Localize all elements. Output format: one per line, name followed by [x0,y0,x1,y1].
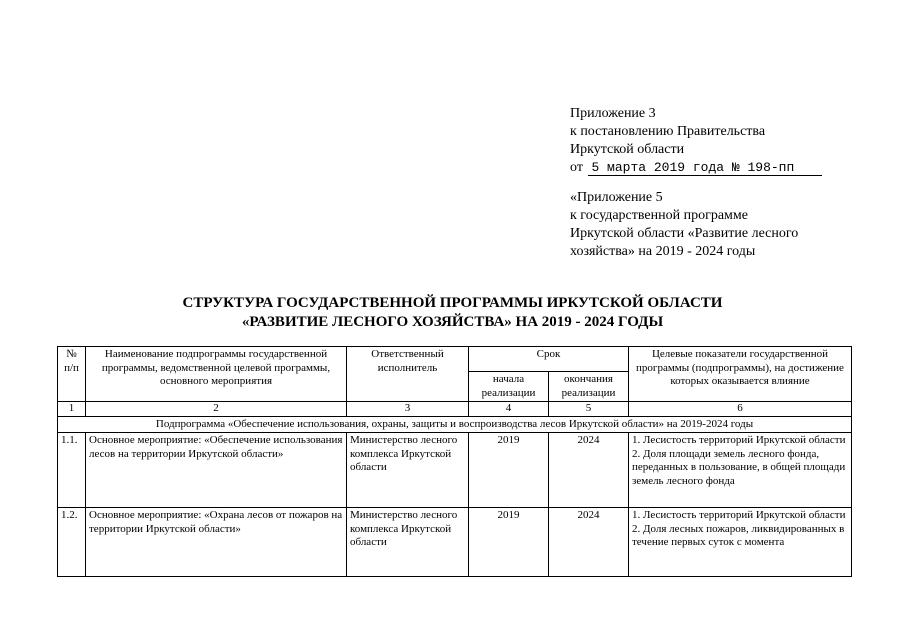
appendix-5-title: «Приложение 5 [570,190,663,205]
appendix-5-years-line: хозяйства» на 2019 - 2024 годы [570,244,756,259]
header-executor: Ответственный исполнитель [347,347,469,402]
appendix-3-word: постановлению [580,124,674,139]
column-number: 4 [469,402,549,417]
column-number: 6 [629,402,852,417]
row-name: Основное мероприятие: «Охрана лесов от пожаров на территории Иркутской области» [86,508,347,577]
table-row [58,433,852,508]
column-numbers-row [58,402,852,417]
header-num: № п/п [58,347,86,402]
decree-date: 5 марта 2019 года № 198-пп [588,160,822,176]
row-end: 2024 [549,433,629,508]
document-title-line1: СТРУКТУРА ГОСУДАРСТВЕННОЙ ПРОГРАММЫ ИРКУТСКОЙ ОБЛАСТИ [182,295,723,311]
row-indicators [629,433,852,508]
appendix-5-program-line: к государственной программе [570,208,748,223]
header-end: окончания реализации [549,372,629,402]
header-start: начала реализации [469,372,549,402]
subprogram-title: Подпрограмма «Обеспечение использования, охраны, защиты и воспроизводства лесов Иркутской области» на 2019-2024 годы [58,416,852,433]
appendix-5-word: Иркутской [570,226,634,241]
indicator-item: 2. Доля площади земель лесного фонда, переданных в пользование, в общей площади земель лесного фонда [632,447,846,487]
table-row [58,508,852,577]
indicator-item: 1. Лесистость территорий Иркутской области [632,434,846,446]
header-term: Срок [469,347,629,372]
appendix-5-block [570,189,852,261]
indicator-item: 2. Доля лесных пожаров, ликвидированных в течение первых суток с момента [632,522,845,548]
document-title-line2: «РАЗВИТИЕ ЛЕСНОГО ХОЗЯЙСТВА» НА 2019 - 2024 ГОДЫ [241,314,664,330]
appendix-5-word: лесного [751,226,799,241]
date-prefix: от [570,160,583,175]
subprogram-row [58,416,852,433]
row-start: 2019 [469,508,549,577]
table-header-row [58,347,852,372]
row-start: 2019 [469,433,549,508]
column-number: 1 [58,402,86,417]
column-number: 3 [347,402,469,417]
row-name: Основное мероприятие: «Обеспечение использования лесов на территории Иркутской области» [86,433,347,508]
appendix-3-block [570,105,852,177]
row-end: 2024 [549,508,629,577]
header-name: Наименование подпрограммы государственной программы, ведомственной целевой программы, основного мероприятия [86,347,347,402]
program-structure-table [57,346,852,577]
row-num: 1.2. [58,508,86,577]
appendix-5-word: области [637,226,685,241]
appendix-3-date-line [570,159,852,177]
appendix-5-program-name-line [570,225,852,243]
appendix-3-title: Приложение 3 [570,106,656,121]
row-executor: Министерство лесного комплекса Иркутской области [347,433,469,508]
row-indicators [629,508,852,577]
appendix-3-word: Правительства [676,124,766,139]
header-indicators: Целевые показатели государственной программы (подпрограммы), на достижение которых оказывается влияние [629,347,852,402]
appendix-5-word: «Развитие [687,226,749,241]
row-num: 1.1. [58,433,86,508]
appendix-3-region: Иркутской области [570,142,685,157]
row-executor: Министерство лесного комплекса Иркутской области [347,508,469,577]
column-number: 5 [549,402,629,417]
appendix-3-decree-line [570,123,852,141]
appendix-3-word: к [570,124,577,139]
indicator-item: 1. Лесистость территорий Иркутской области [632,509,846,521]
document-title [0,294,905,332]
column-number: 2 [86,402,347,417]
